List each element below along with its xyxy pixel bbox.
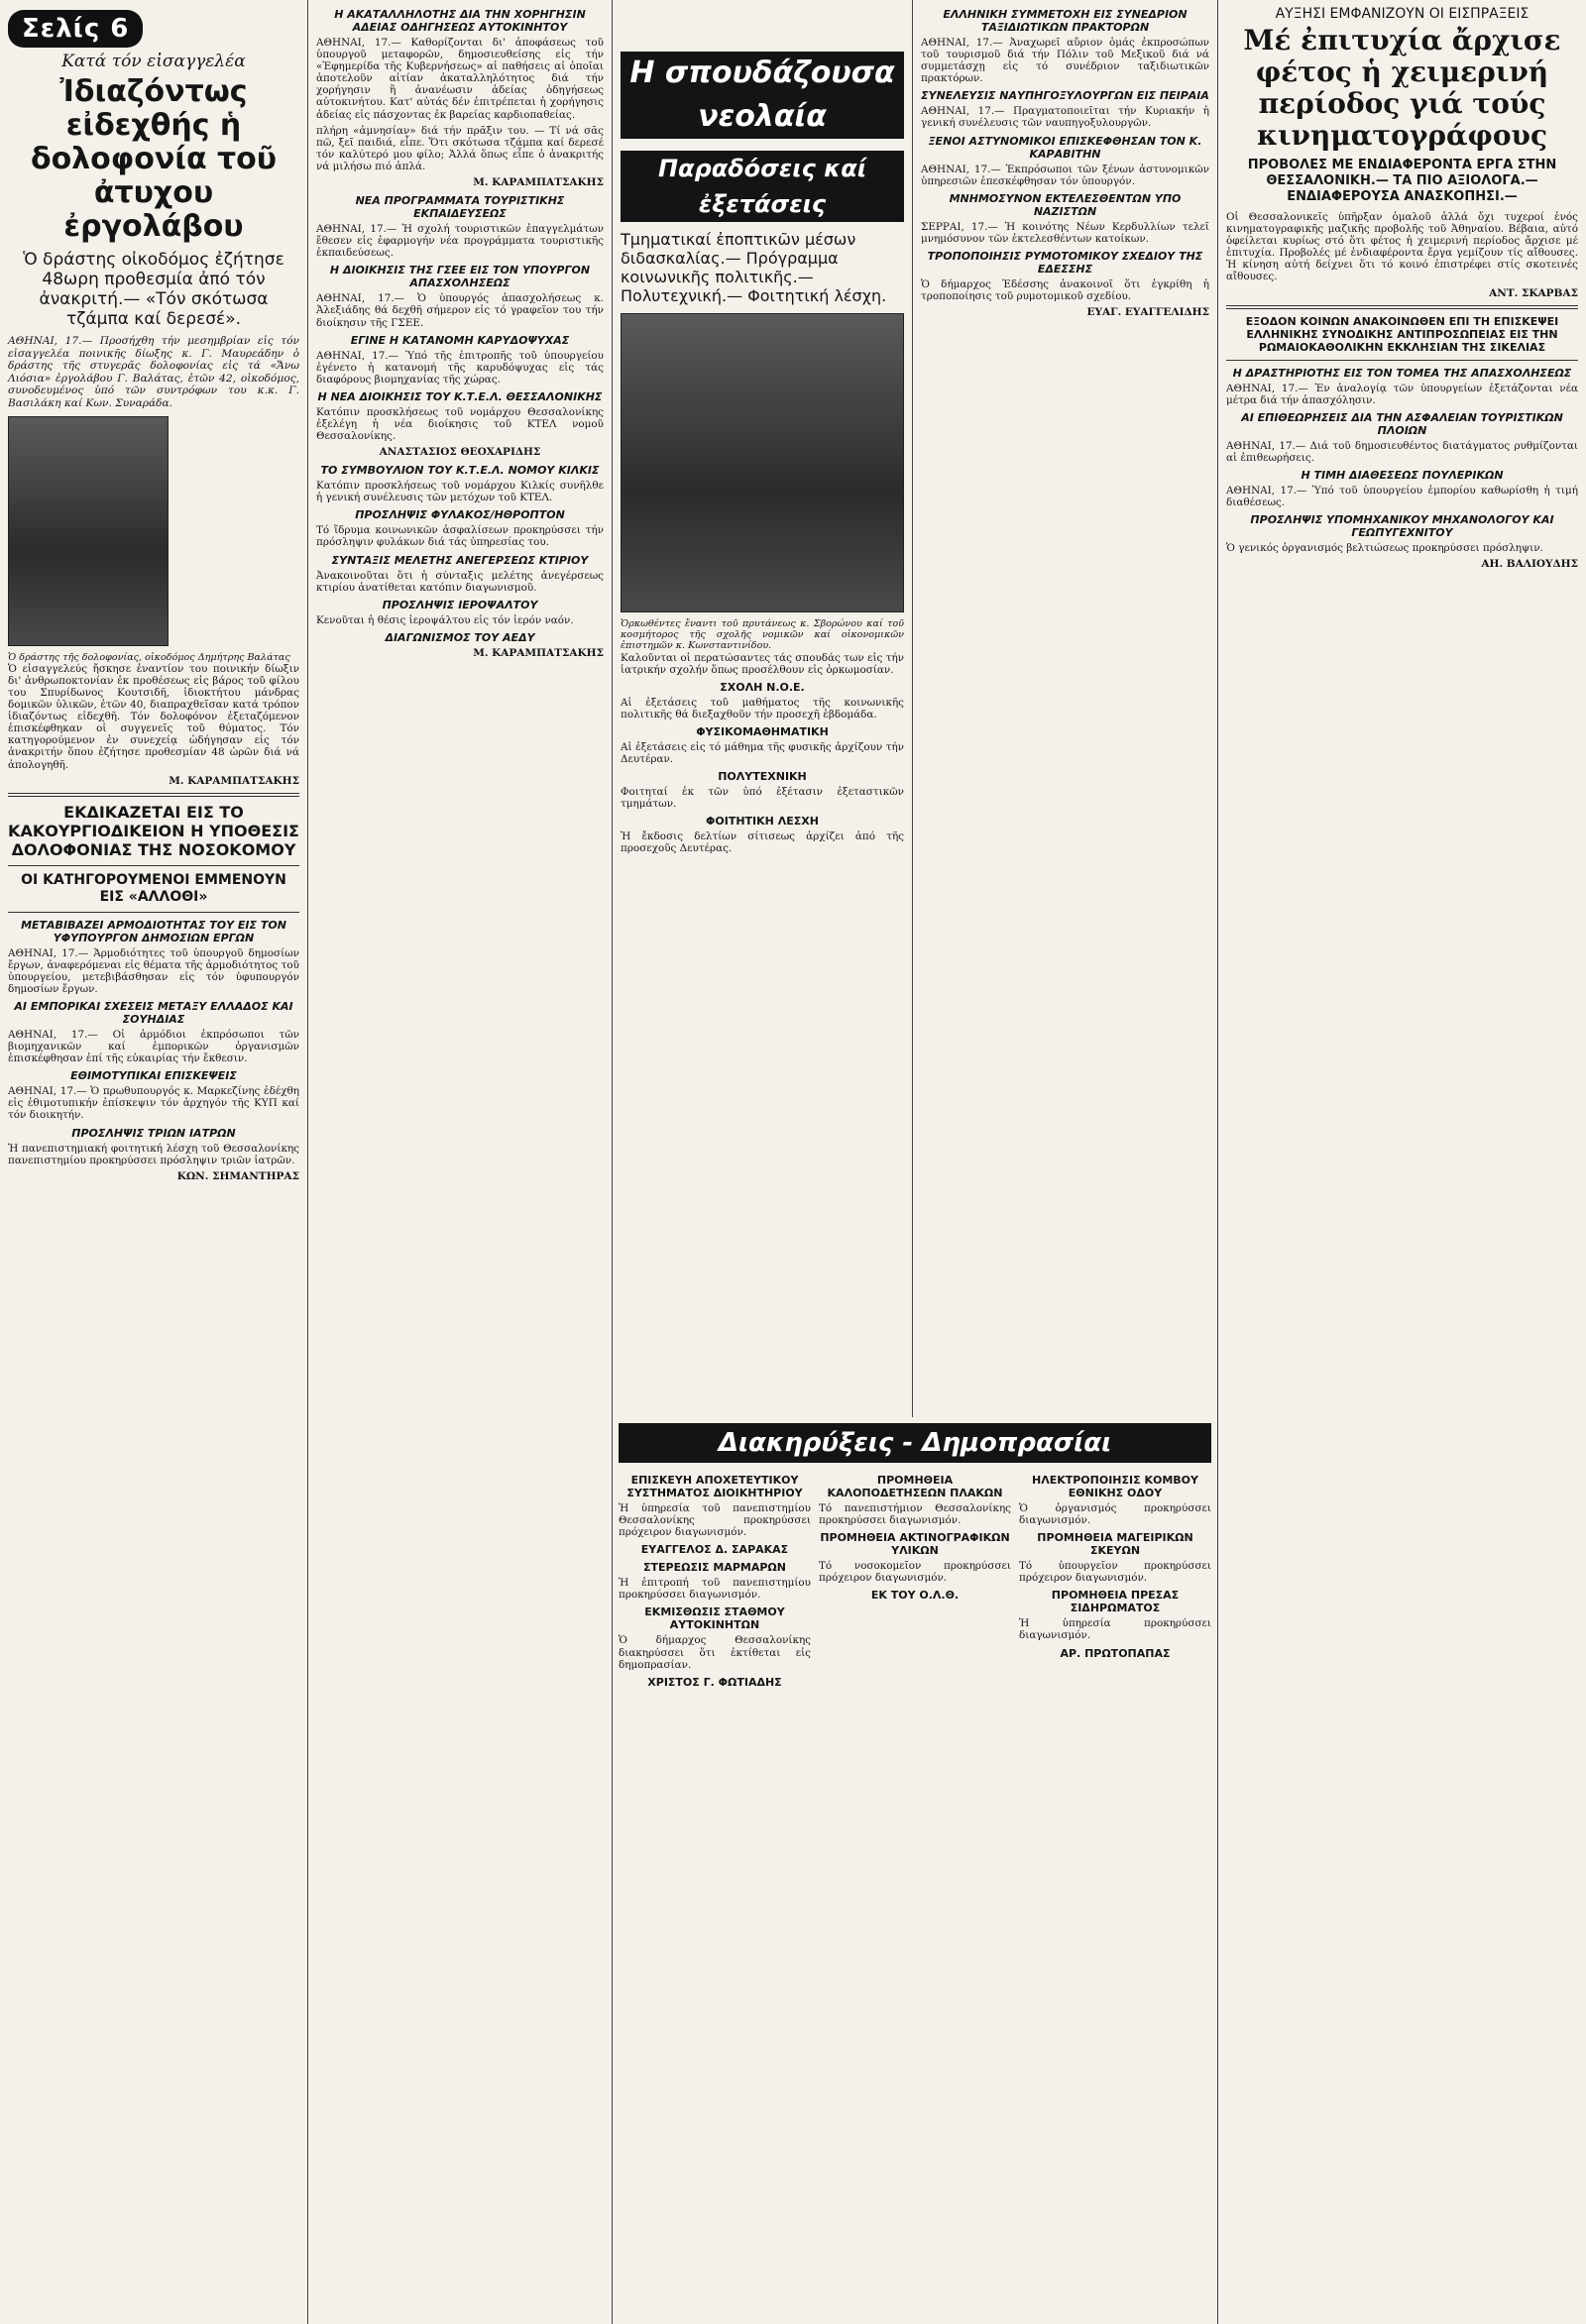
story-title: ΞΕΝΟΙ ΑΣΤΥΝΟΜΙΚΟΙ ΕΠΙΣΚΕΦΘΗΣΑΝ ΤΟΝ Κ. ΚΑΡΑΒΙΤΗΝ	[928, 134, 1202, 161]
byline: ΑΗ. ΒΑΛΙΟΥΔΗΣ	[1481, 558, 1578, 571]
story-title: Η ΑΚΑΤΑΛΛΗΛΟΤΗΣ ΔΙΑ ΤΗΝ ΧΟΡΗΓΗΣΙΝ ΑΔΕΙΑΣ ΟΔΗΓΗΣΕΩΣ ΑΥΤΟΚΙΝΗΤΟΥ	[334, 8, 586, 34]
story-title: ΕΘΙΜΟΤΥΠΙΚΑΙ ΕΠΙΣΚΕΨΕΙΣ	[70, 1069, 237, 1083]
story-title: ΕΛΛΗΝΙΚΗ ΣΥΜΜΕΤΟΧΗ ΕΙΣ ΣΥΝΕΔΡΙΟΝ ΤΑΞΙΔΙΩΤΙΚΩΝ ΠΡΑΚΤΟΡΩΝ	[943, 8, 1188, 34]
story-text: Οἱ Θεσσαλονικεῖς ὑπῆρξαν ὁμαλοῦ ἀλλά ὄχι τυχεροί ἑνός κινηματογραφικῆς μαζικῆς προβολῆς τοῦ Ἀθηναίου. Βέβαια, αὐτό ὀφείλεται κυρίως στό ὅτι φέτος ἡ χειμερινή περίοδος ἄρχισε μέ ἐπιτυχία. Προβολές μέ ἐνδιαφέροντα ἔργα γεμίζουν τίς αἴθουσες. Ἡ κίνηση αὐτή δείχνει ὅτι τό κοινό ἐπιστρέφει στίς σκοτεινές αἴθουσες.	[1226, 211, 1578, 283]
column-2	[308, 0, 612, 2324]
ad-text: Ὁ δήμαρχος Θεσσαλονίκης διακηρύσσει ὅτι ἐκτίθεται εἰς δημοπρασίαν.	[619, 1634, 811, 1671]
ad-title: ΕΚ ΤΟΥ Ο.Λ.Θ.	[870, 1589, 960, 1603]
photo-caption: Ὁρκωθέντες ἔναντι τοῦ πρυτάνεως κ. Σβορώνου καί τοῦ κοσμήτορος τῆς σχολῆς νομικῶν καί οἰκονομικῶν ἐπιστημῶν κ. Κωνσταντινίδου.	[621, 618, 904, 652]
story-title: ΦΥΣΙΚΟΜΑΘΗΜΑΤΙΚΗ	[696, 724, 829, 738]
story-text: ΑΘΗΝΑΙ, 17.— Ἁρμοδιότητες τοῦ ὑπουργοῦ δημοσίων ἔργων, ἀναφερόμεναι εἰς θέματα τῆς ἀρμοδιότητος τοῦ ὑπουργείου, μετεβιβάσθησαν εἰς τόν ὑφυπουργόν δημοσίων ἔργων.	[8, 946, 299, 995]
divider	[8, 912, 299, 913]
byline: ΕΥΑΓ. ΕΥΑΓΓΕΛΙΔΗΣ	[1086, 306, 1209, 319]
byline: Μ. ΚΑΡΑΜΠΑΤΣΑΚΗΣ	[473, 176, 604, 189]
lead-paragraph: ΑΘΗΝΑΙ, 17.— Προσήχθη τήν μεσημβρίαν εἰς τόν εἰσαγγελέα ποινικῆς δίωξης κ. Γ. Μαυρεάδην ὁ δράστης τῆς στυγερᾶς δολοφονίας εἰς τά «Ἄνω Λιόσια» ἐργολάβου Γ. Βαλάτας, ἐτῶν 42, οἰκοδόμος, συνοδευμένος ὑπό τῶν συντρόφων του κ.κ. Γ. Βασιλάκη καί Κων. Συναράδα.	[8, 335, 299, 409]
ad-text: Τό πανεπιστήμιον Θεσσαλονίκης προκηρύσσει διαγωνισμόν.	[819, 1502, 1011, 1527]
story-title: ΦΟΙΤΗΤΙΚΗ ΛΕΣΧΗ	[706, 815, 819, 829]
divider	[8, 793, 299, 797]
story-title: ΠΡΟΣΛΗΨΙΣ ΤΡΙΩΝ ΙΑΤΡΩΝ	[71, 1126, 236, 1140]
story-text: Καλοῦνται οἱ περατώσαντες τάς σπουδάς των εἰς τήν ἰατρικήν σχολήν ὅπως προσέλθουν εἰς ὁρκωμοσίαν.	[621, 651, 904, 676]
section-logo-text: Σελίς 6	[22, 14, 130, 44]
ad-text: Ἡ ὑπηρεσία τοῦ πανεπιστημίου Θεσσαλονίκης προκηρύσσει πρόχειρον διαγωνισμόν.	[619, 1502, 811, 1539]
story-text: ΑΘΗΝΑΙ, 17.— Ὑπό τοῦ ὑπουργείου ἐμπορίου καθωρίσθη ἡ τιμή διαθέσεως.	[1226, 484, 1578, 509]
story-title: Η ΤΙΜΗ ΔΙΑΘΕΣΕΩΣ ΠΟΥΛΕΡΙΚΩΝ	[1301, 468, 1504, 482]
story-text: Ὁ δήμαρχος Ἐδέσσης ἀνακοινοῖ ὅτι ἐγκρίθη ἡ τροποποίησις τοῦ ρυμοτομικοῦ σχεδίου.	[921, 277, 1209, 303]
divider	[1226, 360, 1578, 361]
cinema-headline: Μέ ἐπιτυχία ἄρχισε φέτος ἡ χειμερινή περίοδος γιά τούς κινηματογράφους	[1243, 24, 1561, 152]
ads-column	[819, 1469, 1011, 1692]
ads-banner: Διακηρύξεις - Δημοπρασίαι	[619, 1423, 1211, 1463]
story-title: ΠΡΟΣΛΗΨΙΣ ΥΠΟΜΗΧΑΝΙΚΟΥ ΜΗΧΑΝΟΛΟΓΟΥ ΚΑΙ ΓΕΩΠΥΓΕΧΝΙΤΟΥ	[1250, 513, 1554, 540]
ad-title: ΠΡΟΜΗΘΕΙΑ ΜΑΓΕΙΡΙΚΩΝ ΣΚΕΥΩΝ	[1037, 1531, 1193, 1558]
ad-title: ΣΤΕΡΕΩΣΙΣ ΜΑΡΜΑΡΩΝ	[642, 1561, 786, 1575]
story-text: ΑΘΗΝΑΙ, 17.— Πραγματοποιεῖται τήν Κυριακήν ἡ γενική συνέλευσις τῶν ναυπηγοξυλουργῶν.	[921, 105, 1209, 130]
ad-title: ΕΚΜΙΣΘΩΣΙΣ ΣΤΑΘΜΟΥ ΑΥΤΟΚΙΝΗΤΩΝ	[644, 1605, 785, 1632]
story-text: ΑΘΗΝΑΙ, 17.— Οἱ ἀρμόδιοι ἐκπρόσωποι τῶν βιομηχανικῶν καί ἐμπορικῶν ὀργανισμῶν ἐπισκέφθησαν ἐπί τῆς εὐκαιρίας τήν ἔκθεσιν.	[8, 1028, 299, 1065]
section-subbanner: Παραδόσεις καί ἐξετάσεις	[621, 151, 904, 222]
headline-kicker: ΑΥΞΗΣΙ ΕΜΦΑΝΙΖΟΥΝ ΟΙ ΕΙΣΠΡΑΞΕΙΣ	[1275, 6, 1529, 22]
photo-caption: Ὁ δράστης τῆς δολοφονίας, οἰκοδόμος Δημήτρης Βαλάτας	[8, 651, 290, 663]
story-title: ΜΕΤΑΒΙΒΑΖΕΙ ΑΡΜΟΔΙΟΤΗΤΑΣ ΤΟΥ ΕΙΣ ΤΟΝ ΥΦΥΠΟΥΡΓΟΝ ΔΗΜΟΣΙΩΝ ΕΡΓΩΝ	[21, 918, 286, 944]
ads-column	[1019, 1469, 1211, 1692]
story-text: ΑΘΗΝΑΙ, 17.— Καθορίζονται δι' ἀποφάσεως τοῦ ὑπουργοῦ μεταφορῶν, δημοσιευθείσης εἰς τήν «Ἐφημερίδα τῆς Κυβερνήσεως» αἱ παθήσεις αἱ ὁποῖαι ἀποτελοῦν αἰτίαν ἀκαταλληλότητος διά τήν χορήγησιν ἢ ἀνανέωσιν ἀδείας ὁδηγήσεως αὐτοκινήτου. Κατ' αὐτάς δέν ἐπιτρέπεται ἡ χορήγησις ἀδείας εἰς πάσχοντας ἐκ βαρείας καρδιοπαθείας.	[316, 37, 604, 121]
story-title: ΝΕΑ ΠΡΟΓΡΑΜΜΑΤΑ ΤΟΥΡΙΣΤΙΚΗΣ ΕΚΠΑΙΔΕΥΣΕΩΣ	[355, 194, 565, 221]
ads-column	[619, 1469, 811, 1692]
ads-block	[613, 1417, 1217, 2324]
ad-title: ΠΡΟΜΗΘΕΙΑ ΠΡΕΣΑΣ ΣΙΔΗΡΩΜΑΤΟΣ	[1051, 1589, 1180, 1615]
column-5	[1218, 0, 1586, 2324]
story-text: Κενοῦται ἡ θέσις ἱεροψάλτου εἰς τόν ἱερόν ναόν.	[316, 613, 574, 626]
story-text: ΑΘΗΝΑΙ, 17.— Ἐν ἀναλογίᾳ τῶν ὑπουργείων ἐξετάζονται νέα μέτρα διά τήν ἀπασχόλησιν.	[1226, 382, 1578, 406]
story-title: ΠΟΛΥΤΕΧΝΙΚΗ	[718, 770, 807, 784]
graduates-photo	[621, 313, 904, 612]
story-title: ΤΡΟΠΟΠΟΙΗΣΙΣ ΡΥΜΟΤΟΜΙΚΟΥ ΣΧΕΔΙΟΥ ΤΗΣ ΕΔΕΣΣΗΣ	[927, 249, 1203, 276]
story-title: ΣΥΝΤΑΞΙΣ ΜΕΛΕΤΗΣ ΑΝΕΓΕΡΣΕΩΣ ΚΤΙΡΙΟΥ	[331, 553, 589, 567]
story-title: ΜΝΗΜΟΣΥΝΟΝ ΕΚΤΕΛΕΣΘΕΝΤΩΝ ΥΠΟ ΝΑΖΙΣΤΩΝ	[949, 191, 1182, 218]
story-title: ΑΙ ΕΠΙΘΕΩΡΗΣΕΙΣ ΔΙΑ ΤΗΝ ΑΣΦΑΛΕΙΑΝ ΤΟΥΡΙΣΤΙΚΩΝ ΠΛΟΙΩΝ	[1241, 410, 1563, 437]
section-logo	[8, 10, 143, 48]
ad-title: ΕΥΑΓΓΕΛΟΣ Δ. ΣΑΡΑΚΑΣ	[640, 1543, 789, 1557]
byline: ΚΩΝ. ΣΗΜΑΝΤΗΡΑΣ	[176, 1169, 299, 1182]
story-title: ΣΥΝΕΛΕΥΣΙΣ ΝΑΥΠΗΓΟΞΥΛΟΥΡΓΩΝ ΕΙΣ ΠΕΙΡΑΙΑ	[921, 89, 1209, 103]
byline: ΑΝΤ. ΣΚΑΡΒΑΣ	[1489, 286, 1578, 299]
suspect-photo	[8, 416, 169, 646]
story-title: ΠΡΟΣΛΗΨΙΣ ΦΥΛΑΚΟΣ/ΗΘΡΟΠΤΟΝ	[355, 508, 565, 522]
story-text: Αἱ ἐξετάσεις τοῦ μαθήματος τῆς κοινωνικῆς πολιτικῆς θά διεξαχθοῦν τήν προσεχῆ ἑβδομάδα.	[621, 696, 904, 720]
divider	[8, 865, 299, 866]
byline: ΑΝΑΣΤΑΣΙΟΣ ΘΕΟΧΑΡΙΔΗΣ	[379, 446, 541, 459]
story-title: ΕΞΟΔΟΝ ΚΟΙΝΩΝ ΑΝΑΚΟΙΝΩΘΕΝ ΕΠΙ ΤΗ ΕΠΙΣΚΕΨΕΙ ΕΛΛΗΝΙΚΗΣ ΣΥΝΟΔΙΚΗΣ ΑΝΤΙΠΡΟΣΩΠΕΙΑΣ ΕΙΣ ΤΗΝ ΡΩΜΑΙΟΚΑΘΟΛΙΚΗΝ ΕΚΚΛΗΣΙΑΝ ΤΗΣ ΣΙΚΕΛΙΑΣ	[1245, 314, 1559, 354]
story-text: Ἡ πανεπιστημιακή φοιτητική λέσχη τοῦ Θεσσαλονίκης πανεπιστημίου προκηρύσσει πρόσληψιν τριῶν ἰατρῶν.	[8, 1142, 299, 1166]
ad-title: ΑΡ. ΠΡΩΤΟΠΑΠΑΣ	[1060, 1646, 1171, 1660]
story-subtitle: ΟΙ ΚΑΤΗΓΟΡΟΥΜΕΝΟΙ ΕΜΜΕΝΟΥΝ ΕΙΣ «ΑΛΛΟΘΙ»	[21, 871, 286, 905]
headline-kicker: Κατά τόν εἰσαγγελέα	[61, 52, 246, 71]
section-banner: Η σπουδάζουσα νεολαία	[621, 52, 904, 139]
ad-text: Ὁ ὀργανισμός προκηρύσσει διαγωνισμόν.	[1019, 1502, 1211, 1527]
story-text: Κατόπιν προσκλήσεως τοῦ νομάρχου Κιλκίς συνῆλθε ἡ γενική συνέλευσις τῶν μετόχων τοῦ ΚΤΕΛ.	[316, 480, 604, 504]
story-title: ΑΙ ΕΜΠΟΡΙΚΑΙ ΣΧΕΣΕΙΣ ΜΕΤΑΞΥ ΕΛΛΑΔΟΣ ΚΑΙ ΣΟΥΗΔΙΑΣ	[14, 999, 293, 1026]
main-headline: Ἰδιαζόντως εἰδεχθής ἡ δολοφονία τοῦ ἀτυχου ἐργολάβου	[30, 74, 278, 244]
byline: Μ. ΚΑΡΑΜΠΑΤΣΑΚΗΣ	[169, 774, 299, 787]
story-text: ΑΘΗΝΑΙ, 17.— Ἡ σχολή τουριστικῶν ἐπαγγελμάτων ἔθεσεν εἰς ἐφαρμογήν νέα προγράμματα τουριστικῆς ἐκπαιδεύσεως.	[316, 223, 604, 260]
story-title: Η ΝΕΑ ΔΙΟΙΚΗΣΙΣ ΤΟΥ Κ.Τ.Ε.Λ. ΘΕΣΣΑΛΟΝΙΚΗΣ	[317, 389, 603, 403]
story-text: Κατόπιν προσκλήσεως τοῦ νομάρχου Θεσσαλονίκης ἐξελέγη ἡ νέα διοίκησις τοῦ ΚΤΕΛ νομοῦ Θεσσαλονίκης.	[316, 405, 604, 443]
ad-title: ΗΛΕΚΤΡΟΠΟΙΗΣΙΣ ΚΟΜΒΟΥ ΕΘΝΙΚΗΣ ΟΔΟΥ	[1031, 1474, 1198, 1499]
ad-text: Τό νοσοκομεῖον προκηρύσσει πρόχειρον διαγωνισμόν.	[819, 1560, 1011, 1585]
story-text: Ἡ ἔκδοσις δελτίων σίτισεως ἀρχίζει ἀπό τῆς προσεχοῦς Δευτέρας.	[621, 830, 904, 855]
ad-title: ΕΠΙΣΚΕΥΗ ΑΠΟΧΕΤΕΥΤΙΚΟΥ ΣΥΣΤΗΜΑΤΟΣ ΔΙΟΙΚΗΤΗΡΙΟΥ	[626, 1474, 803, 1499]
byline: Μ. ΚΑΡΑΜΠΑΤΣΑΚΗΣ	[473, 646, 604, 659]
story-text: Τό ἵδρυμα κοινωνικῶν ἀσφαλίσεων προκηρύσσει τήν πρόσληψιν φυλάκων διά τάς ὑπηρεσίας του.	[316, 524, 604, 549]
story-title: ΕΓΙΝΕ Η ΚΑΤΑΝΟΜΗ ΚΑΡΥΔΟΨΥΧΑΣ	[350, 333, 570, 347]
story-title: Η ΔΙΟΙΚΗΣΙΣ ΤΗΣ ΓΣΕΕ ΕΙΣ ΤΟΝ ΥΠΟΥΡΓΟΝ ΑΠΑΣΧΟΛΗΣΕΩΣ	[329, 264, 591, 290]
story-text: πλήρη «ἀμνησίαν» διά τήν πρᾶξιν του. — Τί νά σᾶς πῶ, ξεῖ παιδιά, εἶπε. Ὅτι σκότωσα τζάμπα καί δερεσέ τόν καλύτερό μου φίλο; Ἀλλά ὅπως εἶπε ὁ ἀνακριτής νά μιλήσω πιό ἁπλά.	[316, 124, 604, 172]
story-text: ΣΕΡΡΑΙ, 17.— Ἡ κοινότης Νέων Κερδυλλίων τελεῖ μνημόσυνον τῶν ἐκτελεσθέντων κατοίκων.	[921, 220, 1209, 245]
story-text: Ἀνακοινοῦται ὅτι ἡ σύνταξις μελέτης ἀνεγέρσεως κτιρίου ἀνατίθεται κατόπιν διαγωνισμοῦ.	[316, 569, 604, 594]
ad-text: Ἡ ἐπιτροπή τοῦ πανεπιστημίου προκηρύσσει διαγωνισμόν.	[619, 1577, 811, 1602]
column-1	[0, 0, 307, 2324]
story-title: ΣΧΟΛΗ Ν.Ο.Ε.	[720, 680, 805, 694]
ad-title: ΠΡΟΜΗΘΕΙΑ ΑΚΤΙΝΟΓΡΑΦΙΚΩΝ ΥΛΙΚΩΝ	[820, 1531, 1010, 1558]
story-title: ΤΟ ΣΥΜΒΟΥΛΙΟΝ ΤΟΥ Κ.Τ.Ε.Λ. ΝΟΜΟΥ ΚΙΛΚΙΣ	[320, 464, 600, 478]
divider	[1226, 305, 1578, 309]
story-text: Ὁ γενικός ὀργανισμός βελτιώσεως προκηρύσσει πρόσληψιν.	[1226, 542, 1543, 555]
story-title: Η ΔΡΑΣΤΗΡΙΟΤΗΣ ΕΙΣ ΤΟΝ ΤΟΜΕΑ ΤΗΣ ΑΠΑΣΧΟΛΗΣΕΩΣ	[1232, 366, 1572, 380]
ad-text: Ἡ ὑπηρεσία προκηρύσσει διαγωνισμόν.	[1019, 1617, 1211, 1642]
cinema-deck: ΠΡΟΒΟΛΕΣ ΜΕ ΕΝΔΙΑΦΕΡΟΝΤΑ ΕΡΓΑ ΣΤΗΝ ΘΕΣΣΑΛΟΝΙΚΗ.— ΤΑ ΠΙΟ ΑΞΙΟΛΟΓΑ.— ΕΝΔΙΑΦΕΡΟΥΣΑ ΑΝΑΣΚΟΠΗΣΙ.—	[1247, 158, 1557, 204]
ad-text: Τό ὑπουργεῖον προκηρύσσει πρόχειρον διαγωνισμόν.	[1019, 1560, 1211, 1585]
story-text: Ὁ εἰσαγγελεύς ἤσκησε ἐναντίον του ποινικήν δίωξιν δι' ἀνθρωποκτονίαν ἐκ προθέσεως εἰς βάρος τοῦ φίλου του Σπυρίδωνος Κουτσιδῆ, ἰδιοκτήτου μάνδρας δομικῶν ὑλικῶν, ἐτῶν 40, διαπραχθεῖσαν κατά τρόπον ἰδιαζόντως εἰδεχθῆ. Τόν δολοφόνον ἐξεταζόμενον ἐπισκέφθηκαν οἱ συγγενεῖς τοῦ θύματος. Τόν κατηγορούμενον ἐν συνεχείᾳ ὡδήγησαν εἰς τόν ἀνακριτήν ὅπου ἐζήτησε προθεσμίαν 48 ὡρῶν διά νά ἀπολογηθῆ.	[8, 662, 299, 771]
story-title: ΠΡΟΣΛΗΨΙΣ ΙΕΡΟΨΑΛΤΟΥ	[382, 598, 538, 611]
story-text: ΑΘΗΝΑΙ, 17.— Ἐκπρόσωποι τῶν ξένων ἀστυνομικῶν ὑπηρεσιῶν ἐπεσκέφθησαν τόν ὑπουργόν.	[921, 163, 1209, 187]
story-text: ΑΘΗΝΑΙ, 17.— Ὁ πρωθυπουργός κ. Μαρκεζίνης ἐδέχθη εἰς ἐθιμοτυπικήν ἐπίσκεψιν τόν ἀρχηγόν τῆς ΚΥΠ καί τόν διοικητήν.	[8, 1085, 299, 1122]
ad-title: ΧΡΙΣΤΟΣ Γ. ΦΩΤΙΑΔΗΣ	[647, 1675, 782, 1689]
section-deck: Τμηματικαί ἐποπτικῶν μέσων διδασκαλίας.— Πρόγραμμα κοινωνικῆς πολιτικῆς.— Πολυτεχνική.— Φοιτητική λέσχη.	[621, 230, 887, 305]
story-text: ΑΘΗΝΑΙ, 17.— Ὑπό τῆς ἐπιτροπῆς τοῦ ὑπουργείου ἐγένετο ἡ κατανομή τῆς καρυδόψυχας εἰς τάς διαφόρους βιομηχανίας τῆς χώρας.	[316, 349, 604, 386]
story-text: ΑΘΗΝΑΙ, 17.— Διά τοῦ δημοσιευθέντος διατάγματος ρυθμίζονται αἱ ἐπιθεωρήσεις.	[1226, 439, 1578, 464]
story-title: ΕΚΔΙΚΑΖΕΤΑΙ ΕΙΣ ΤΟ ΚΑΚΟΥΡΓΙΟΔΙΚΕΙΟΝ Η ΥΠΟΘΕΣΙΣ ΔΟΛΟΦΟΝΙΑΣ ΤΗΣ ΝΟΣΟΚΟΜΟΥ	[8, 802, 299, 859]
story-text: ΑΘΗΝΑΙ, 17.— Ὁ ὑπουργός ἀπασχολήσεως κ. Ἀλεξιάδης θά δεχθῆ σήμερον εἰς τό γραφεῖον του τήν διοίκησιν τῆς ΓΣΕΕ.	[316, 292, 604, 329]
headline-deck: Ὁ δράστης οἰκοδόμος ἐζήτησε 48ωρη προθεσμία ἀπό τόν ἀνακριτή.— «Τόν σκότωσα τζάμπα καί δερεσέ».	[23, 250, 284, 329]
story-text: Φοιτηταί ἐκ τῶν ὑπό ἐξέτασιν ἐξεταστικῶν τμημάτων.	[621, 786, 904, 811]
ad-title: ΠΡΟΜΗΘΕΙΑ ΚΑΛΟΠΟΔΕΤΗΣΕΩΝ ΠΛΑΚΩΝ	[827, 1474, 1003, 1499]
story-text: ΑΘΗΝΑΙ, 17.— Ἀναχωρεῖ αὔριον ὁμάς ἐκπροσώπων τοῦ τουρισμοῦ διά τήν Πόλιν τοῦ Μεξικοῦ διά νά συμμετάσχῃ εἰς τό συνέδριον ταξιδιωτικῶν πρακτόρων.	[921, 37, 1209, 85]
story-text: Αἱ ἐξετάσεις εἰς τό μάθημα τῆς φυσικῆς ἀρχίζουν τήν Δευτέραν.	[621, 740, 904, 766]
story-title: ΔΙΑΓΩΝΙΣΜΟΣ ΤΟΥ ΑΕΔΥ	[385, 630, 535, 644]
